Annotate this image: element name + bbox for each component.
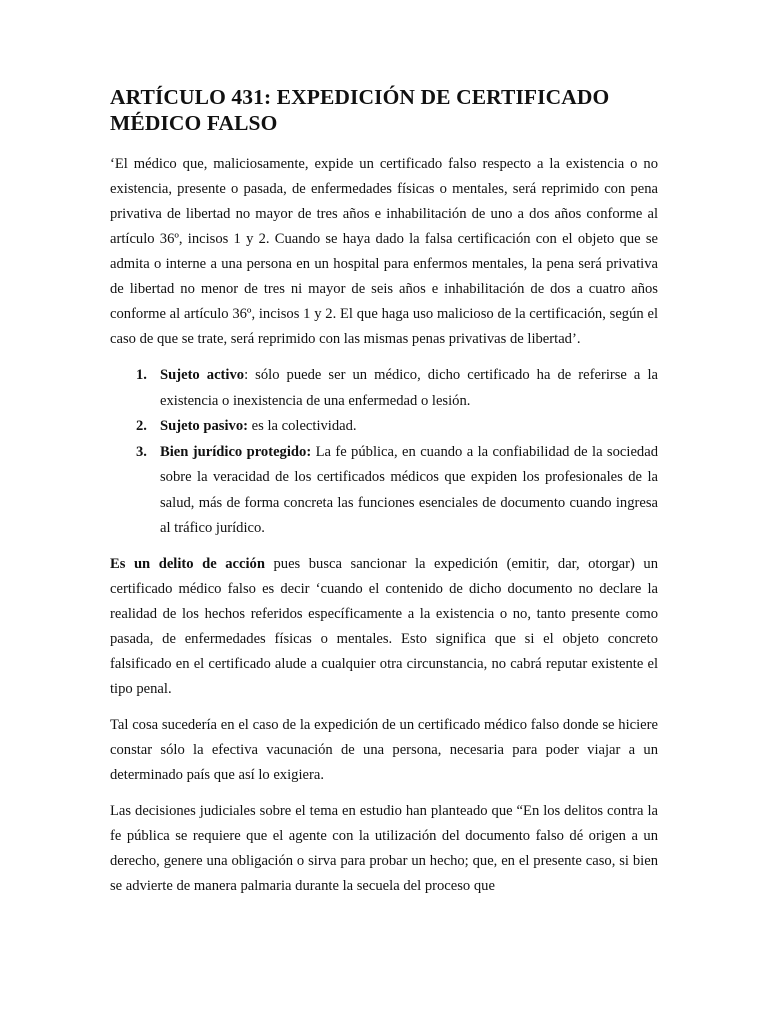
list-number: 1. (136, 367, 147, 383)
paragraph-lead: Es un delito de acción (110, 555, 265, 572)
list-item-sujeto-activo (136, 363, 658, 414)
list-text: es la colectividad. (247, 418, 357, 434)
paragraph-decisiones-judiciales: Las decisiones judiciales sobre el tema en estudio han planteado que “En los delitos contra la fe pública se requiere que el agente con la utilización del documento falso dé origen a un derecho, genere una obligación o sirva para probar un hecho; que, en el presente caso, si bien se advierte de manera palmaria durante la secuela del proceso que (110, 802, 658, 894)
list-item-sujeto-pasivo (136, 414, 658, 440)
document-page (110, 84, 658, 910)
list-text: : sólo puede ser un médico, dicho certificado ha de referirse a la existencia o inexistencia de una enfermedad o lesión. (160, 367, 658, 409)
elements-list (110, 363, 658, 542)
list-number: 2. (136, 418, 147, 434)
list-number: 3. (136, 443, 147, 460)
list-term: Sujeto activo (160, 367, 245, 383)
list-item-bien-juridico (136, 440, 658, 542)
paragraph-delito-accion (110, 552, 658, 702)
paragraph-text: pues busca sancionar la expedición (emitir, dar, otorgar) un certificado médico falso es decir ‘cuando el contenido de dicho documento no declare la realidad de los hechos referidos específicamente a la existencia o no, tanto presente como pasada, de enfermedades físicas o mentales. Esto significa que si el objeto concreto falsificado en el certificado alude a cualquier otra circunstancia, no cabrá reputar existente el tipo penal. (110, 555, 658, 697)
article-title: ARTÍCULO 431: EXPEDICIÓN DE CERTIFICADO MÉDICO FALSO (110, 85, 610, 135)
list-term: Bien jurídico protegido: (160, 443, 312, 460)
list-term: Sujeto pasivo: (160, 418, 248, 434)
article-quote: ‘El médico que, maliciosamente, expide un certificado falso respecto a la existencia o no existencia, presente o pasada, de enfermedades físicas o mentales, será reprimido con pena privativa de libertad no mayor de tres años e inhabilitación de uno a dos años conforme al artículo 36º, incisos 1 y 2. Cuando se haya dado la falsa certificación con el objeto que se admita o interne a una persona en un hospital para enfermos mentales, la pena será privativa de libertad no menor de tres ni mayor de seis años e inhabilitación de dos a cuatro años conforme al artículo 36º, incisos 1 y 2. El que haga uso malicioso de la certificación, según el caso de que se trate, será reprimido con las mismas penas privativas de libertad’. (110, 156, 658, 347)
paragraph-vacunacion: Tal cosa sucedería en el caso de la expedición de un certificado médico falso donde se hiciere constar sólo la efectiva vacunación de una persona, necesaria para poder viajar a un determinado país que así lo exigiera. (110, 716, 658, 783)
list-text: La fe pública, en cuando a la confiabilidad de la sociedad sobre la veracidad de los certificados médicos que expiden los profesionales de la salud, más de forma concreta las funciones esenciales de documento cuando ingresa al tráfico jurídico. (160, 443, 658, 536)
